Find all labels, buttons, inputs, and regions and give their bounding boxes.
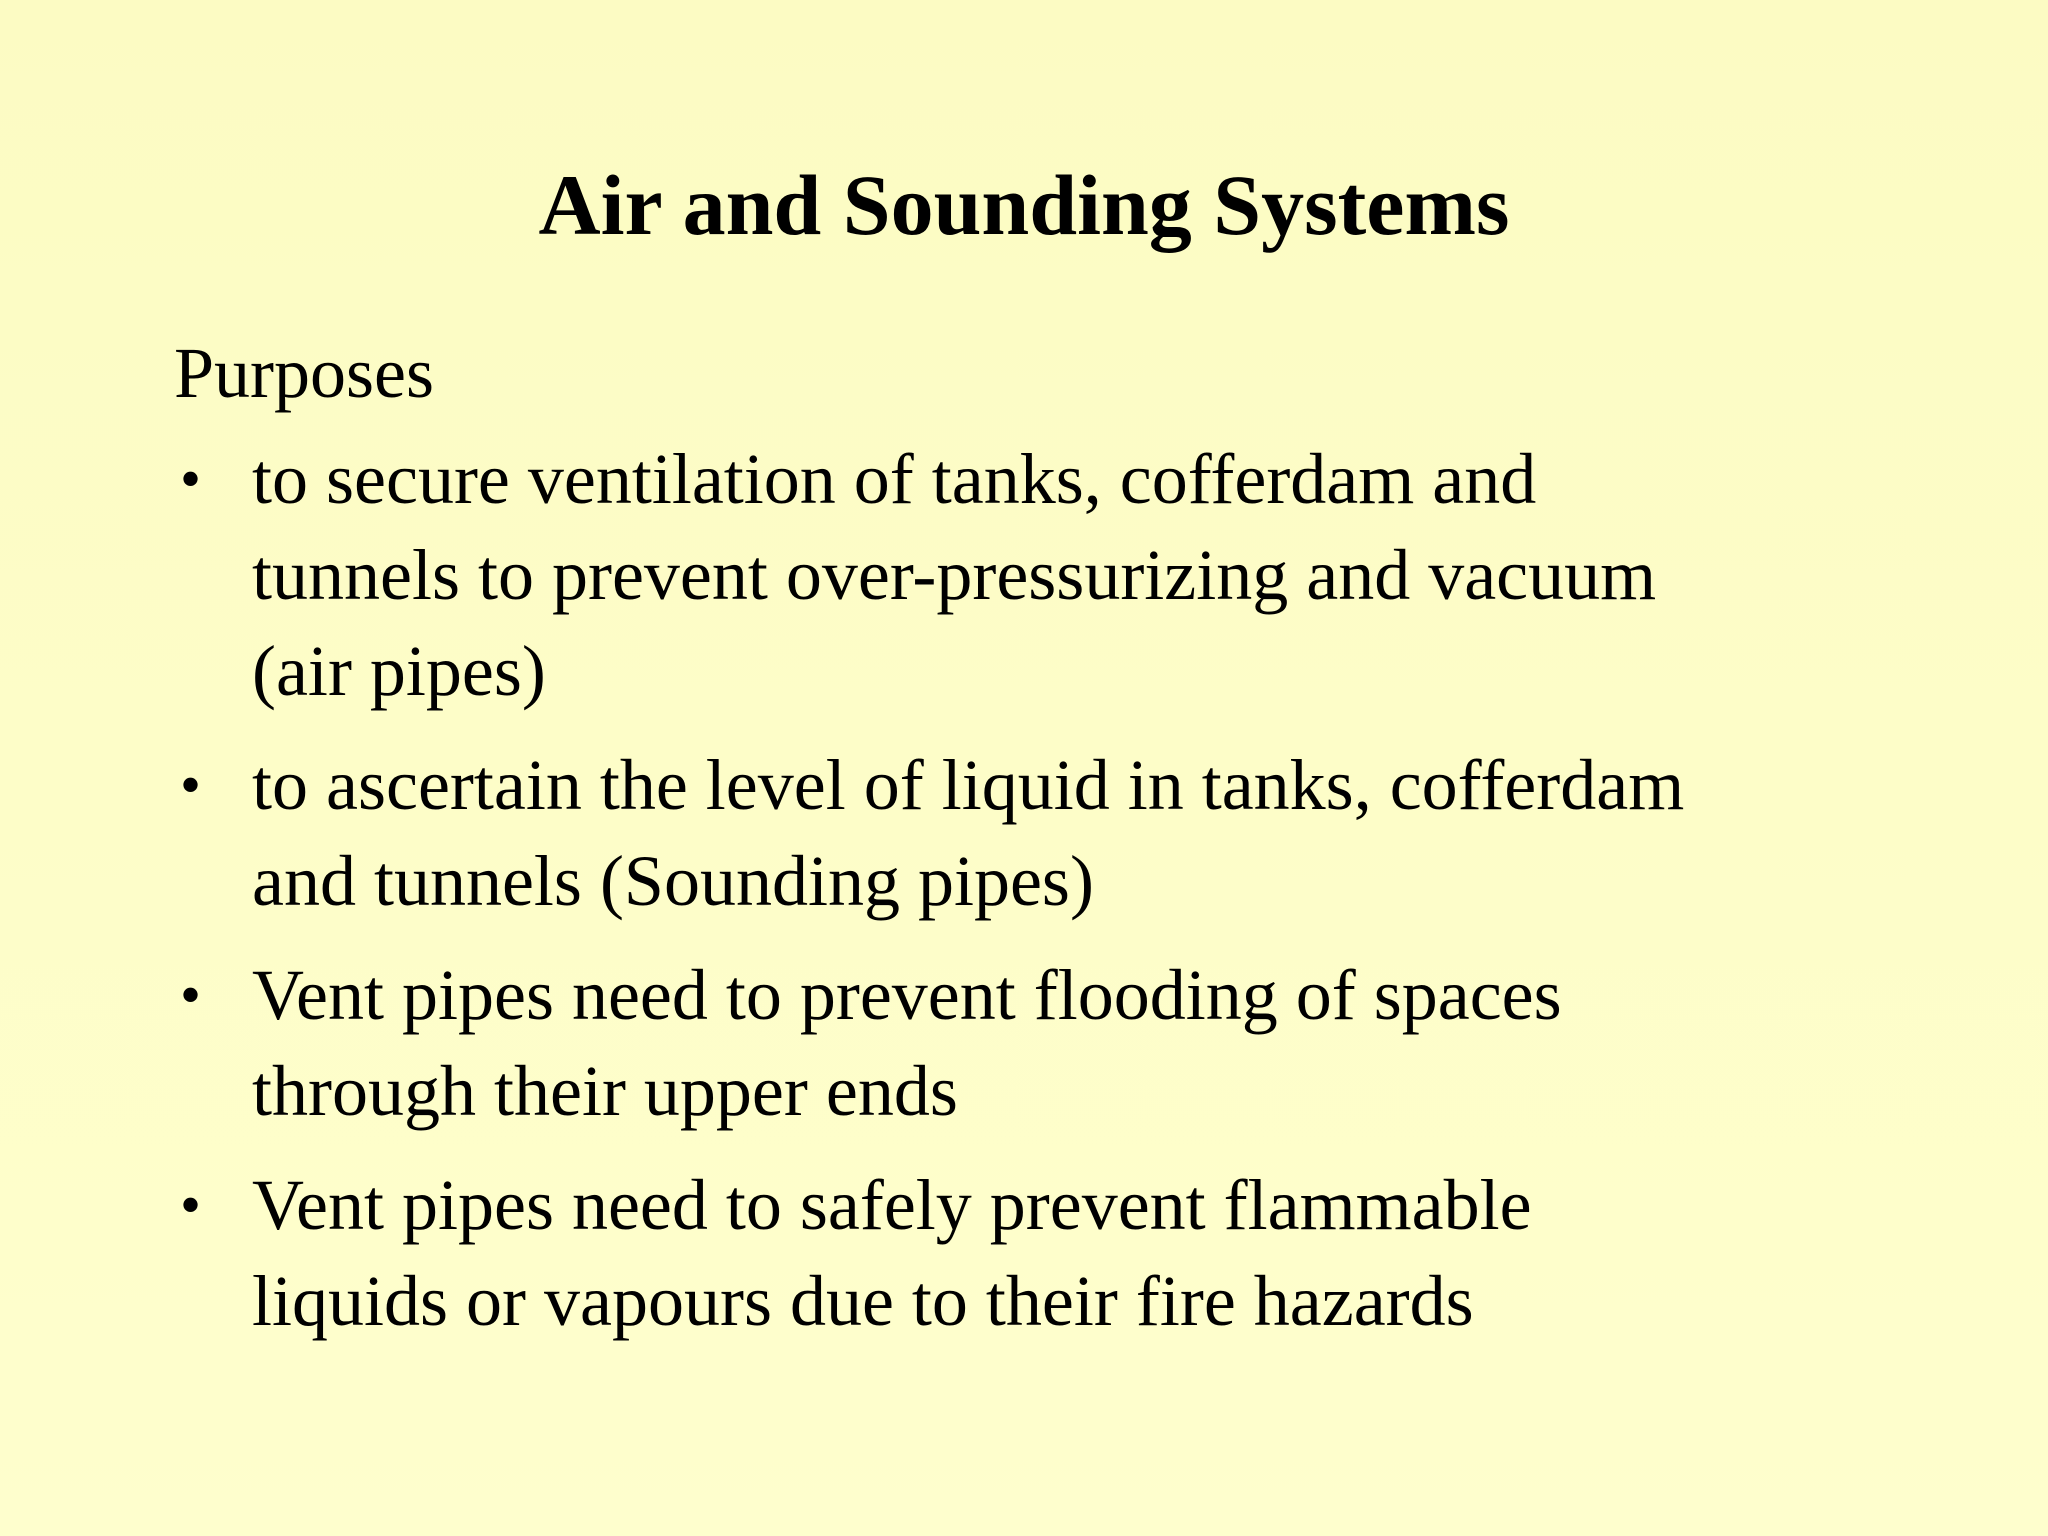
bullet-line: to secure ventilation of tanks, cofferdam and xyxy=(252,439,1537,519)
bullet-line: (air pipes) xyxy=(252,631,546,711)
bullet-item xyxy=(174,737,1894,929)
bullet-line: liquids or vapours due to their fire hazards xyxy=(252,1261,1474,1341)
bullet-dot-icon: • xyxy=(180,962,202,1028)
bullet-item xyxy=(174,431,1894,719)
purposes-heading: Purposes xyxy=(174,333,435,413)
bullet-item xyxy=(174,947,1894,1139)
bullet-dot-icon: • xyxy=(180,1172,202,1238)
bullet-line: and tunnels (Sounding pipes) xyxy=(252,841,1094,921)
bullet-dot-icon: • xyxy=(180,752,202,818)
bullet-line: Vent pipes need to safely prevent flammable xyxy=(252,1165,1532,1245)
bullet-list xyxy=(174,431,1894,1349)
bullet-item xyxy=(174,1157,1894,1349)
bullet-dot-icon: • xyxy=(180,446,202,512)
bullet-line: Vent pipes need to prevent flooding of spaces xyxy=(252,955,1562,1035)
slide-title: Air and Sounding Systems xyxy=(538,157,1510,253)
bullet-line: to ascertain the level of liquid in tanks, cofferdam xyxy=(252,745,1685,825)
bullet-line: tunnels to prevent over-pressurizing and vacuum xyxy=(252,535,1657,615)
bullet-line: through their upper ends xyxy=(252,1051,958,1131)
slide-body xyxy=(174,325,1894,1367)
